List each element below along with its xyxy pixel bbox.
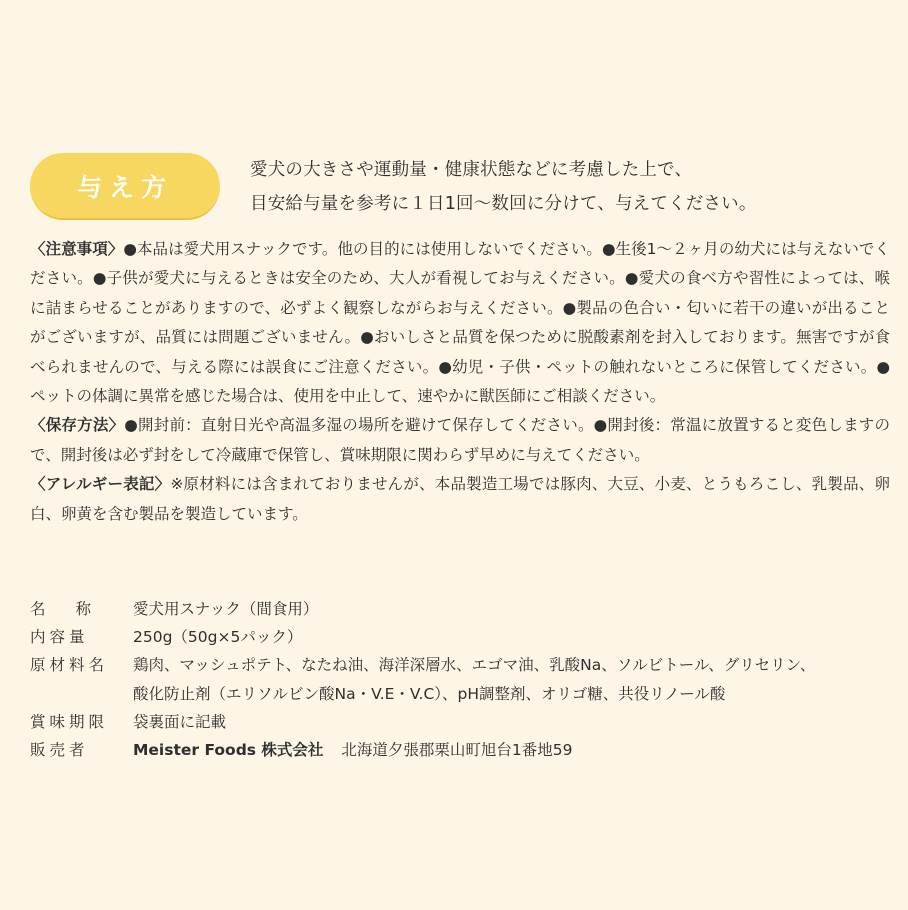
spec-label-contents: 内容量 bbox=[30, 628, 89, 647]
spec-label-seller: 販売者 bbox=[30, 741, 89, 760]
storage-label: 〈保存方法〉 bbox=[30, 416, 125, 435]
allergy-label: 〈アレルギー表記〉 bbox=[30, 475, 171, 494]
feeding-title: 与え方 bbox=[76, 172, 173, 202]
feeding-title-badge bbox=[30, 153, 220, 220]
spec-row-name bbox=[30, 595, 890, 623]
spec-value-ingredients bbox=[130, 651, 890, 707]
product-spec-table bbox=[30, 595, 890, 764]
feeding-line-2: 目安給与量を参考に１日1回〜数回に分けて、与えてください。 bbox=[250, 194, 757, 214]
spec-row-expiry bbox=[30, 708, 890, 736]
feeding-line-1: 愛犬の大きさや運動量・健康状態などに考慮した上で、 bbox=[250, 160, 693, 180]
feeding-description bbox=[250, 153, 890, 221]
spec-value-seller bbox=[130, 736, 890, 764]
spec-row-contents bbox=[30, 623, 890, 651]
spec-label-name: 名称 bbox=[30, 600, 122, 618]
caution-text: ●本品は愛犬用スナックです。他の目的には使用しないでください。●生後1〜２ヶ月の幼犬には与えないでください。●子供が愛犬に与えるときは安全のため、大人が看視してお与えください。●愛犬の食べ方や習性によっては、喉に詰まらせることがありますので、必ずよく観察しながらお与えください。●製品の色合い・匂いに若干の違いが出ることがございますが、品質には問題ございません。●おいしさと品質を保つために脱酸素剤を封入しております。無害ですが食べられませんので、与える際には誤食にご注意ください。●幼児・子供・ペットの触れないところに保管してください。●ペットの体調に異常を感じた場合は、使用を中止して、速やかに獣医師にご相談ください。 bbox=[30, 240, 890, 406]
caution-label: 〈注意事項〉 bbox=[30, 240, 124, 258]
ingredients-line-1: 鶏肉、マッシュポテト、なたね油、海洋深層水、エゴマ油、乳酸Na、ソルビトール、グリセリン、 bbox=[133, 656, 816, 675]
notes-section bbox=[30, 235, 890, 529]
spec-value-expiry: 袋裏面に記載 bbox=[133, 712, 227, 731]
spec-value-contents: 250g（50g×5パック） bbox=[133, 628, 303, 647]
seller-name: Meister Foods 株式会社 bbox=[133, 741, 324, 760]
allergy-text: ※原材料には含まれておりませんが、本品製造工場では豚肉、大豆、小麦、とうもろこし、乳製品、卵白、卵黄を含む製品を製造しています。 bbox=[30, 475, 890, 523]
spec-label-expiry: 賞味期限 bbox=[30, 712, 109, 731]
ingredients-line-2: 酸化防止剤（エリソルビン酸Na・V.E・V.C）、pH調整剤、オリゴ糖、共役リノール酸 bbox=[133, 684, 726, 703]
spec-value-name: 愛犬用スナック（間食用） bbox=[133, 600, 319, 618]
spec-row-seller bbox=[30, 736, 890, 764]
spec-label-ingredients: 原材料名 bbox=[30, 656, 109, 675]
spec-row-ingredients bbox=[30, 651, 890, 707]
storage-text: ●開封前：直射日光や高温多湿の場所を避けて保存してください。●開封後：常温に放置すると変色しますので、開封後は必ず封をして冷蔵庫で保管し、賞味期限に関わらず早めに与えてください。 bbox=[30, 416, 890, 464]
seller-address: 北海道夕張郡栗山町旭台1番地59 bbox=[341, 741, 573, 760]
